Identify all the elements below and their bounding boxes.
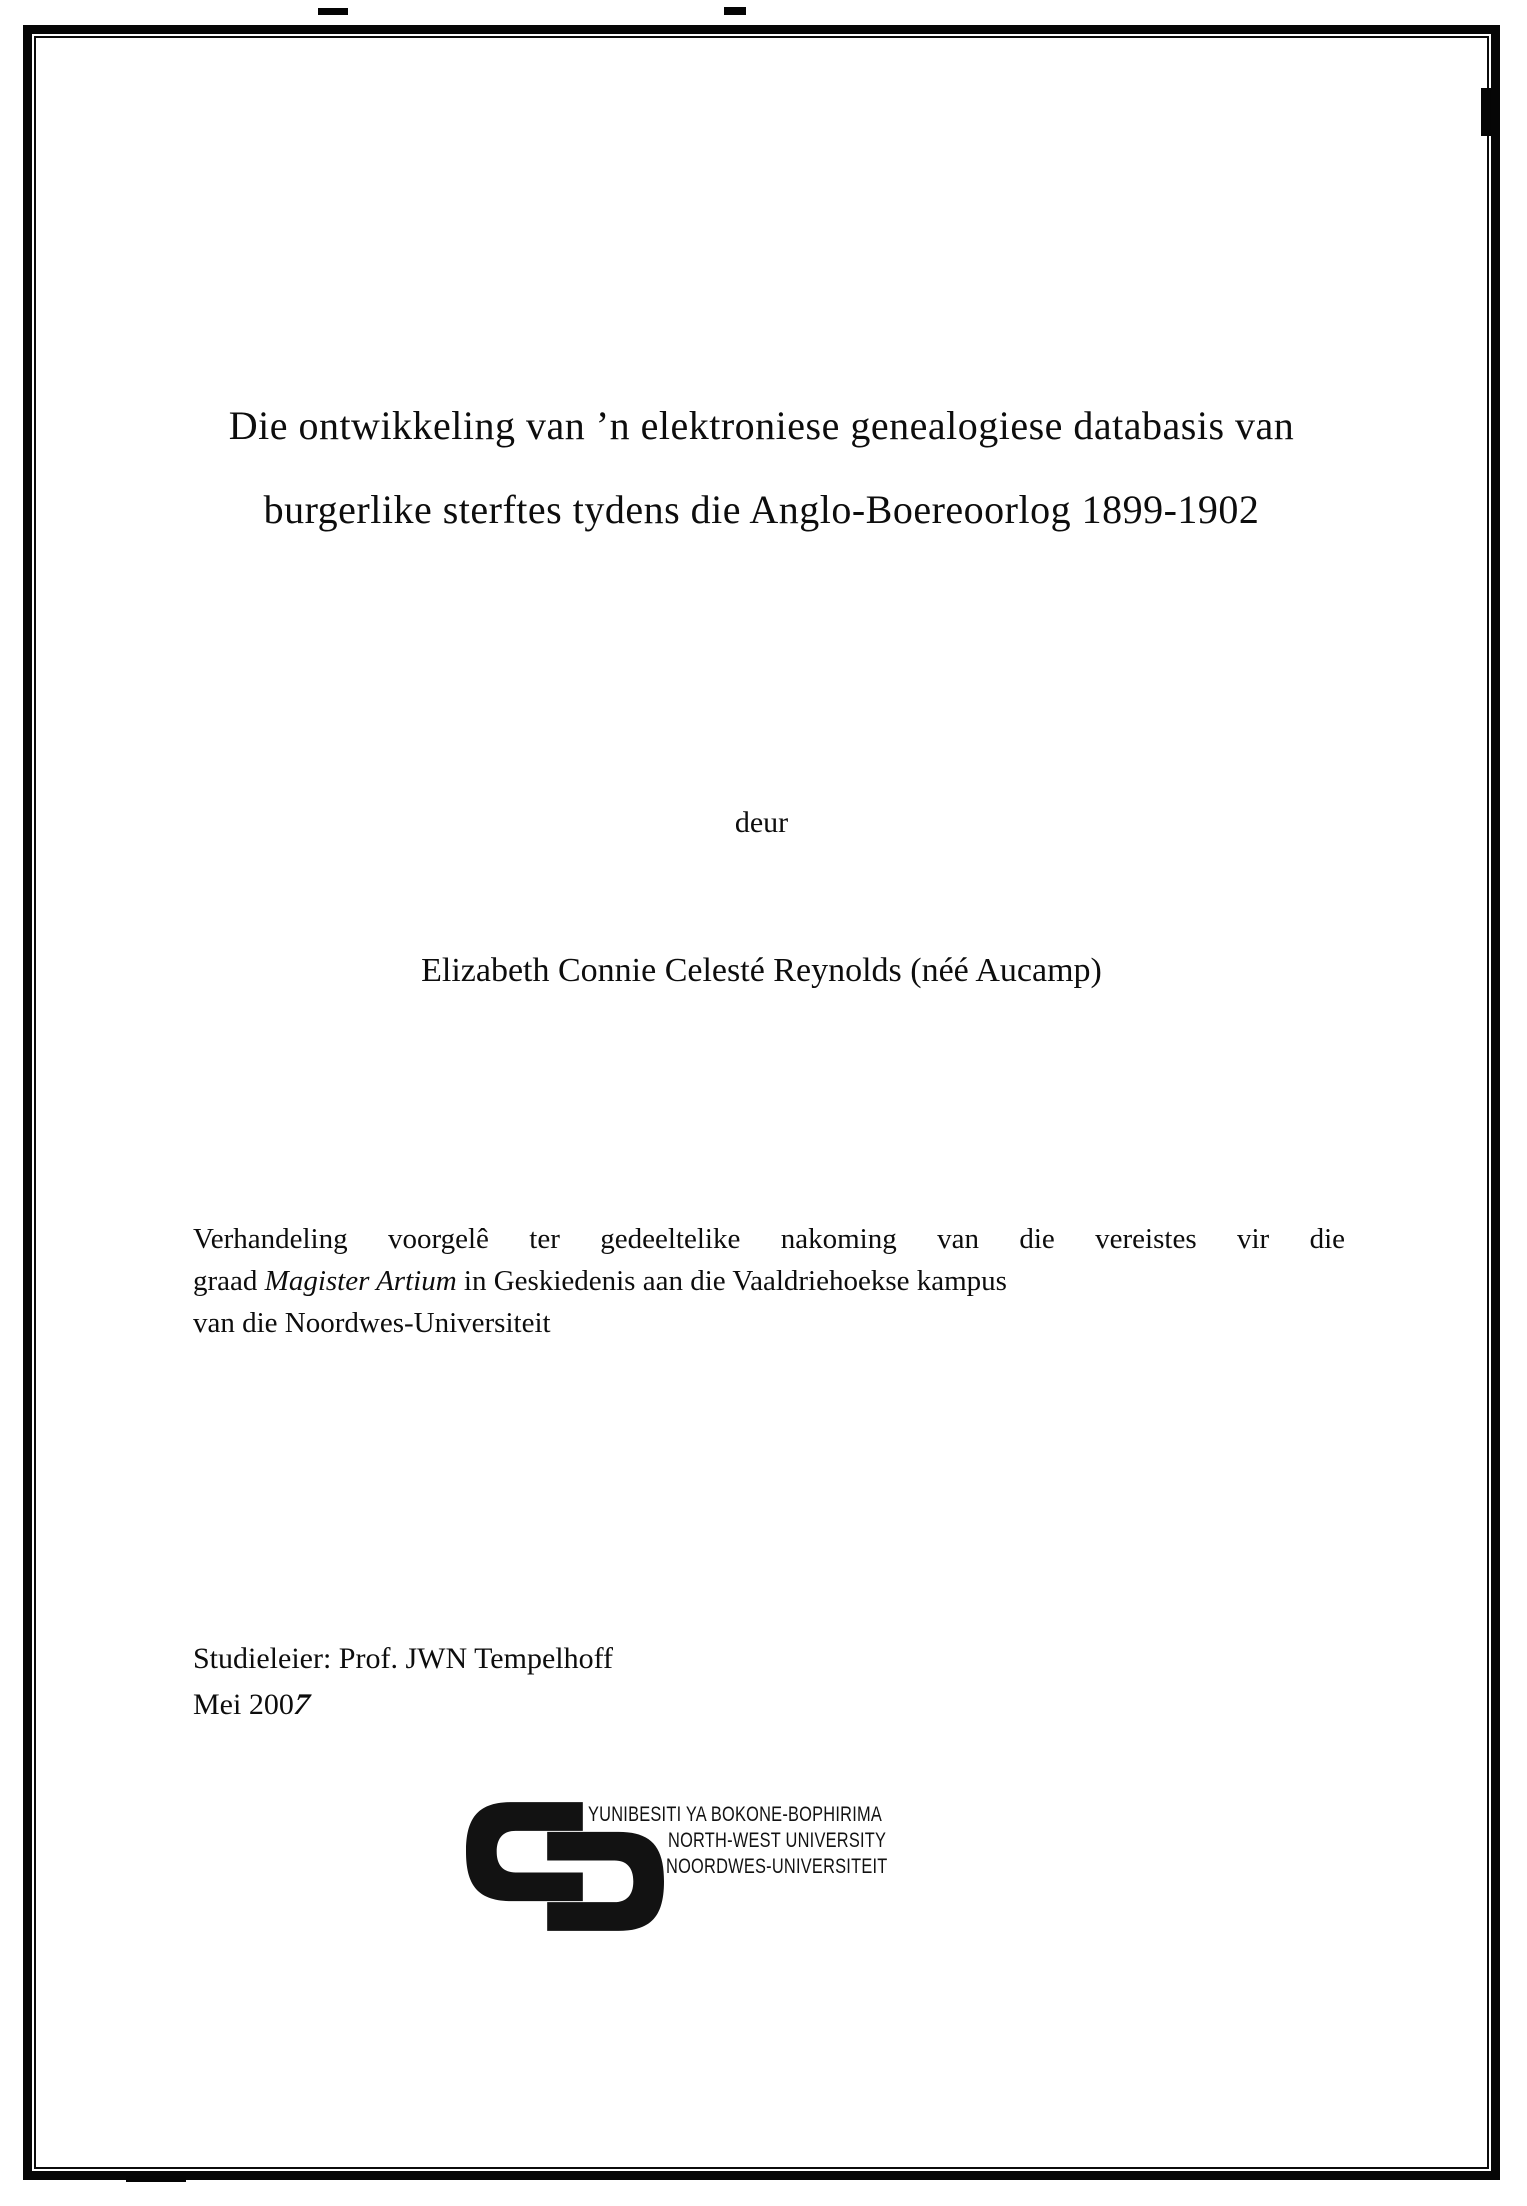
byline-label: deur [734,806,789,839]
scan-speckle [724,7,746,15]
thesis-title [23,384,1500,552]
university-logo [466,1798,1026,1938]
degree-statement [193,1218,1345,1344]
supervisor-line: Studieleier: Prof. JWN Tempelhoff [193,1642,614,1675]
thesis-title-line-1: Die ontwikkeling van ’n elektroniese genealogiese databasis van [228,403,1295,448]
author-name: Elizabeth Connie Celesté Reynolds (néé Aucamp) [421,952,1102,989]
date-last-digit: 7 [288,1688,315,1721]
degree-statement-line-3: van die Noordwes-Universiteit [193,1307,551,1339]
logo-text-afrikaans: NOORDWES-UNIVERSITEIT [666,1855,888,1878]
degree-title-italic: Magister Artium [264,1265,457,1297]
scan-speckle [1481,88,1491,136]
logo-text-english: NORTH-WEST UNIVERSITY [668,1829,887,1852]
thesis-title-line-2: burgerlike sterftes tydens die Anglo-Boereoorlog 1899-1902 [263,487,1260,532]
degree-statement-line-2 [193,1260,1345,1302]
date-line [193,1688,1345,1722]
date-prefix: Mei 200 [193,1688,294,1721]
scan-speckle [318,8,348,15]
degree-statement-line-2-prefix: graad [193,1265,265,1297]
scan-speckle [126,2176,186,2182]
degree-statement-line-1: Verhandeling voorgelê ter gedeeltelike nakoming van die vereistes vir die [193,1223,1345,1255]
logo-text-setswana: YUNIBESITI YA BOKONE-BOPHIRIMA [588,1803,883,1826]
degree-statement-line-2-suffix: in Geskiedenis aan die Vaaldriehoekse kampus [456,1265,1007,1297]
